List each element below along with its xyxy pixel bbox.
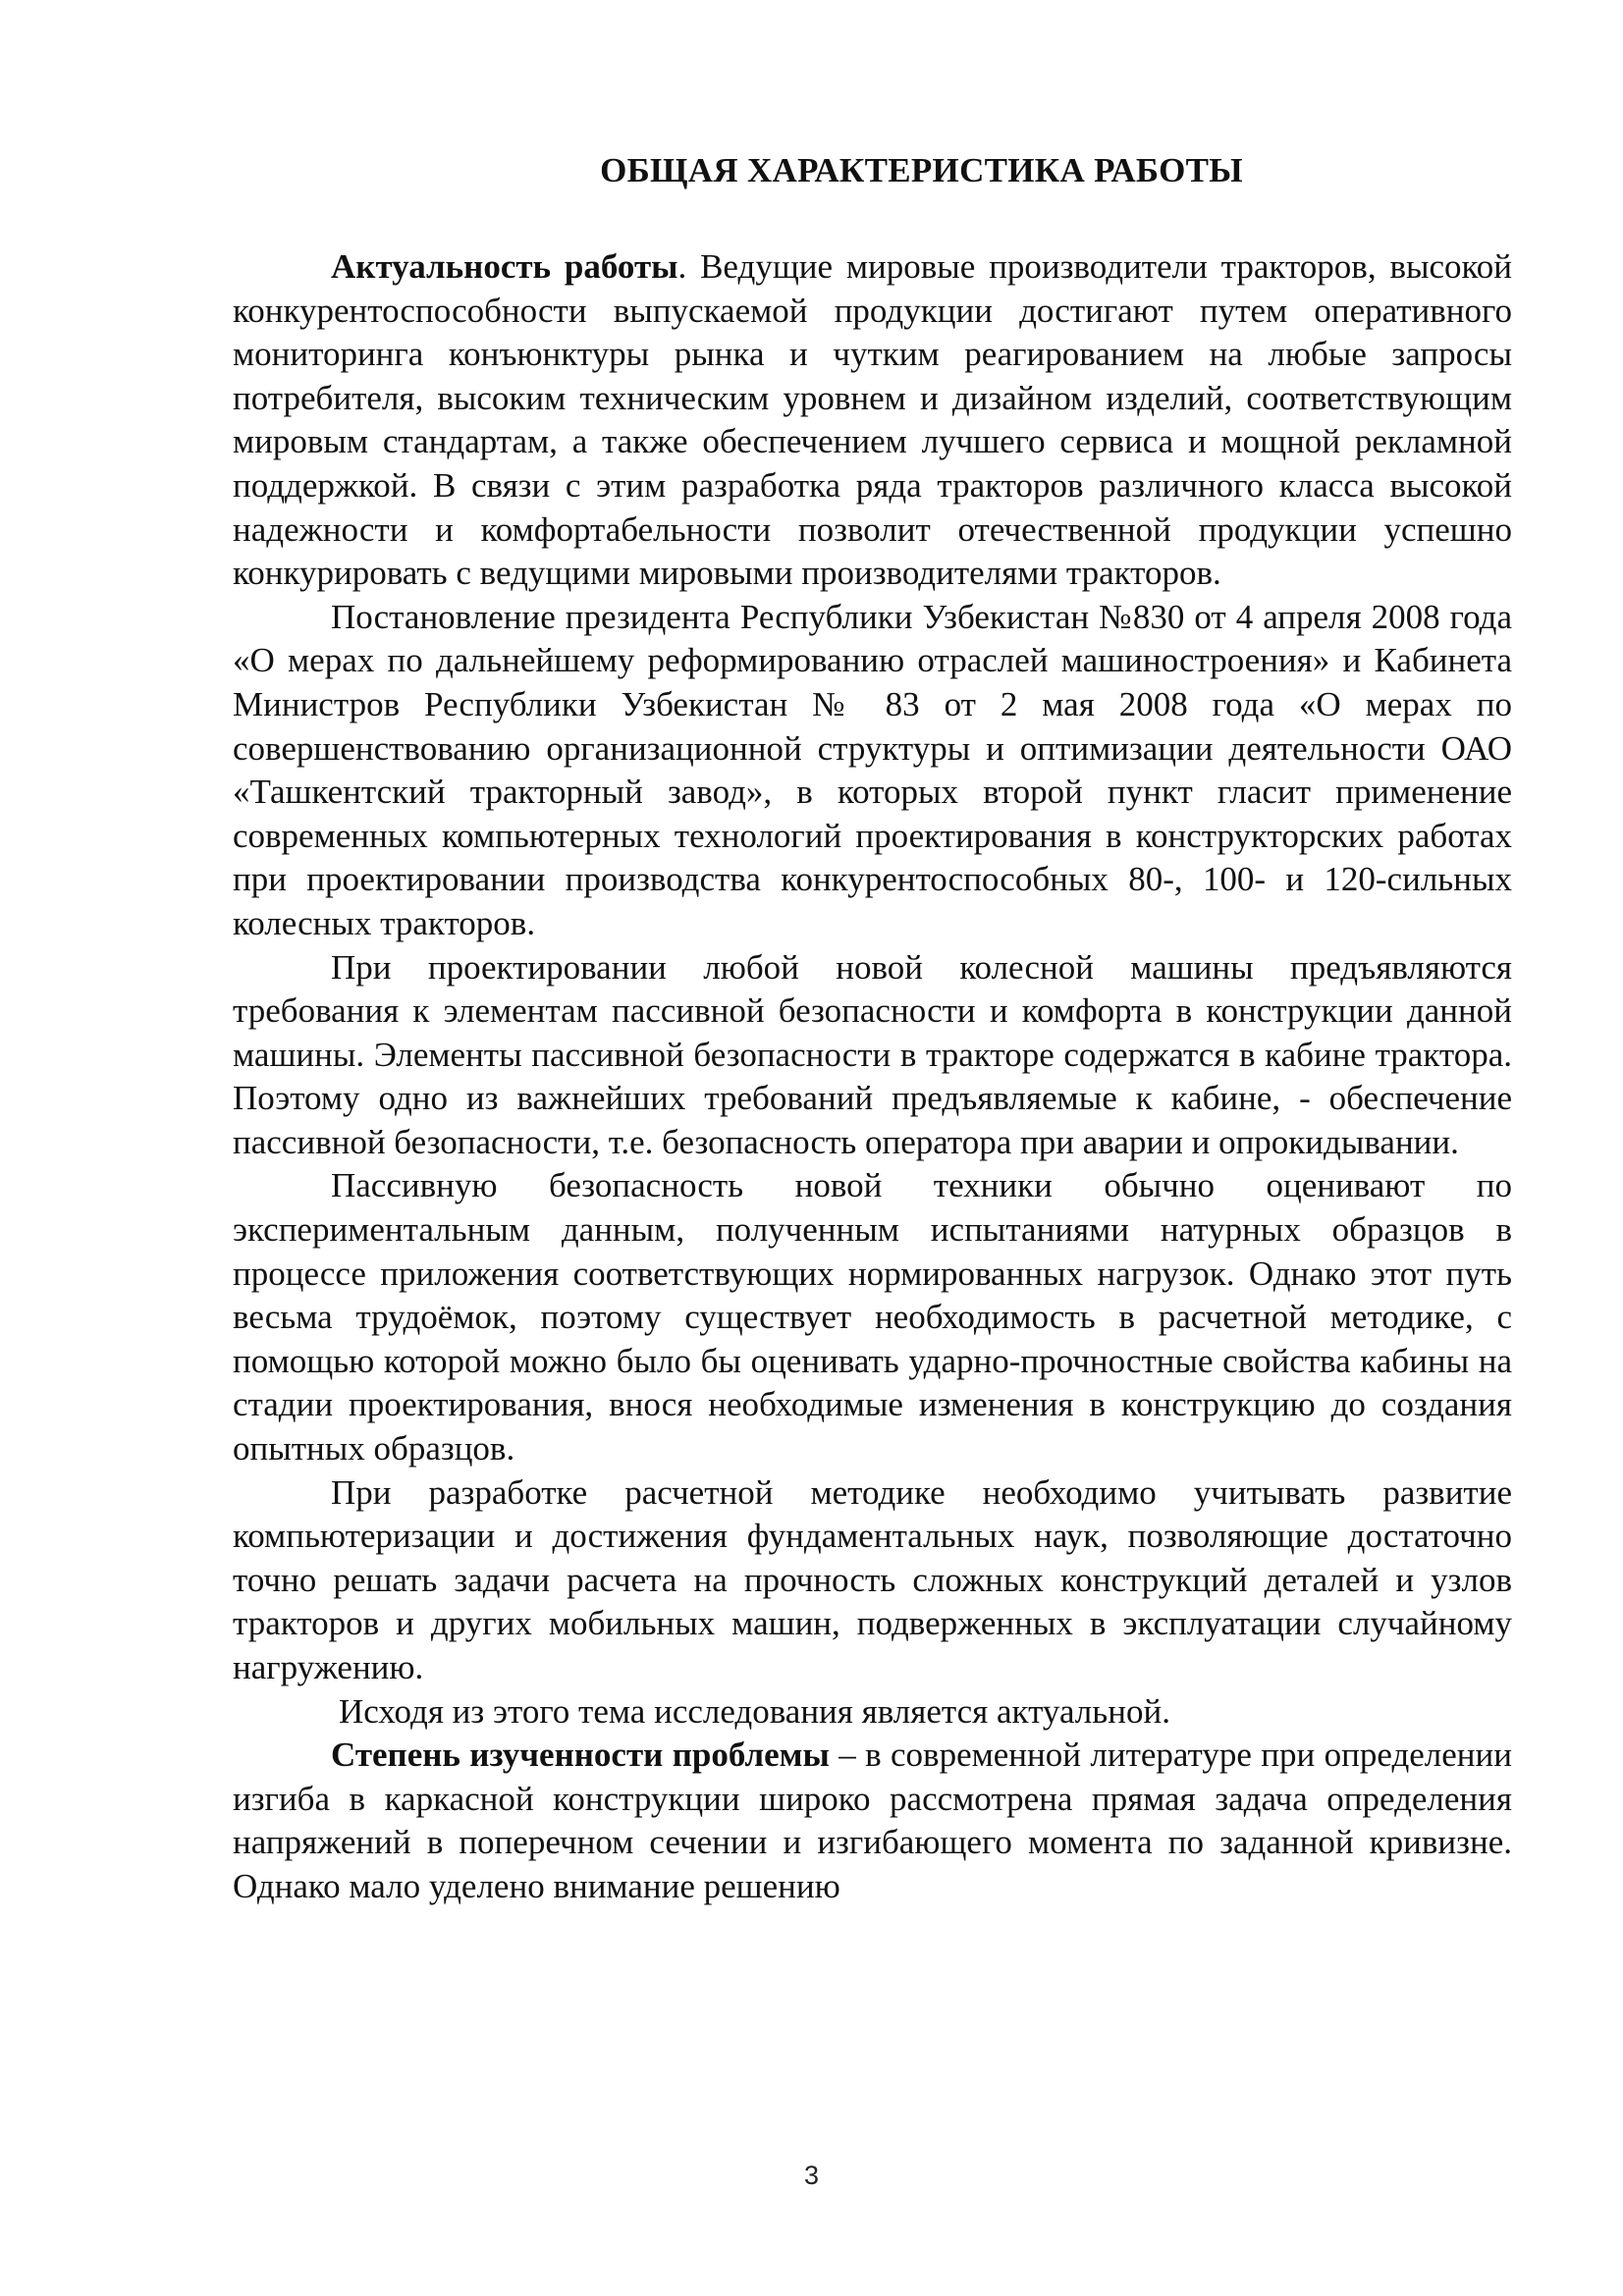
paragraph-lead-relevance: Актуальность работы: [331, 247, 678, 286]
paragraph-text: Исходя из этого тема исследования является актуальной.: [339, 1691, 1170, 1731]
paragraph-requirements: [233, 946, 1512, 1165]
paragraph-resolution: [233, 596, 1512, 946]
paragraph-text: При разработке расчетной методике необходимо учитывать развитие компьютеризации и достижения фундаментальных наук, позволяющие достаточно точно решать задачи расчета на прочность сложных конструкций деталей и узлов тракторов и других мобильных машин, подверженных в эксплуатации случайному нагружению.: [233, 1472, 1512, 1686]
paragraph-text: Постановление президента Республики Узбекистан №830 от 4 апреля 2008 года «О мерах по дальнейшему реформированию отраслей машиностроения» и Кабинета Министров Республики Узбекистан № 83 от 2 мая 2008 года «О мерах по совершенствованию организационной структуры и оптимизации деятельности ОАО «Ташкентский тракторный завод», в которых второй пункт гласит применение современных компьютерных технологий проектирования в конструкторских работах при проектировании производства конкурентоспособных 80-, 100- и 120-сильных колесных тракторов.: [233, 597, 1512, 942]
page-body: [233, 149, 1512, 1909]
paragraph-text: Пассивную безопасность новой техники обычно оценивают по экспериментальным данным, полученным испытаниями натурных образцов в процессе приложения соответствующих нормированных нагрузок. Однако этот путь весьма трудоёмок, поэтому существует необходимость в расчетной методике, с помощью которой можно было бы оценивать ударно-прочностные свойства кабины на стадии проектирования, внося необходимые изменения в конструкцию до создания опытных образцов.: [233, 1166, 1512, 1468]
paragraph-lead-problem-study: Степень изученности проблемы: [331, 1735, 830, 1775]
paragraph-relevance: [233, 245, 1512, 596]
paragraph-problem-study: [233, 1734, 1512, 1908]
paragraph-evaluation: [233, 1164, 1512, 1470]
paragraph-methodology: [233, 1471, 1512, 1690]
paragraph-conclusion: [233, 1690, 1512, 1735]
paragraph-text: – в современной литературе при определении изгиба в каркасной конструкции широко рассмотрена прямая задача определения напряжений в поперечном сечении и изгибающего момента по заданной кривизне. Однако мало уделено внимание решению: [233, 1735, 1512, 1905]
page-number: 3: [803, 2161, 820, 2190]
paragraph-text: При проектировании любой новой колесной машины предъявляются требования к элементам пассивной безопасности и комфорта в конструкции данной машины. Элементы пассивной безопасности в тракторе содержатся в кабине трактора. Поэтому одно из важнейших требований предъявляемые к кабине, - обеспечение пассивной безопасности, т.е. безопасность оператора при аварии и опрокидывании.: [233, 947, 1512, 1161]
page-title: ОБЩАЯ ХАРАКТЕРИСТИКА РАБОТЫ: [600, 151, 1243, 189]
paragraph-text: . Ведущие мировые производители тракторов, высокой конкурентоспособности выпускаемой продукции достигают путем оперативного мониторинга конъюнктуры рынка и чутким реагированием на любые запросы потребителя, высоким техническим уровнем и дизайном изделий, соответствующим мировым стандартам, а также обеспечением лучшего сервиса и мощной рекламной поддержкой. В связи с этим разработка ряда тракторов различного класса высокой надежности и комфортабельности позволит отечественной продукции успешно конкурировать с ведущими мировыми производителями тракторов.: [233, 247, 1512, 593]
